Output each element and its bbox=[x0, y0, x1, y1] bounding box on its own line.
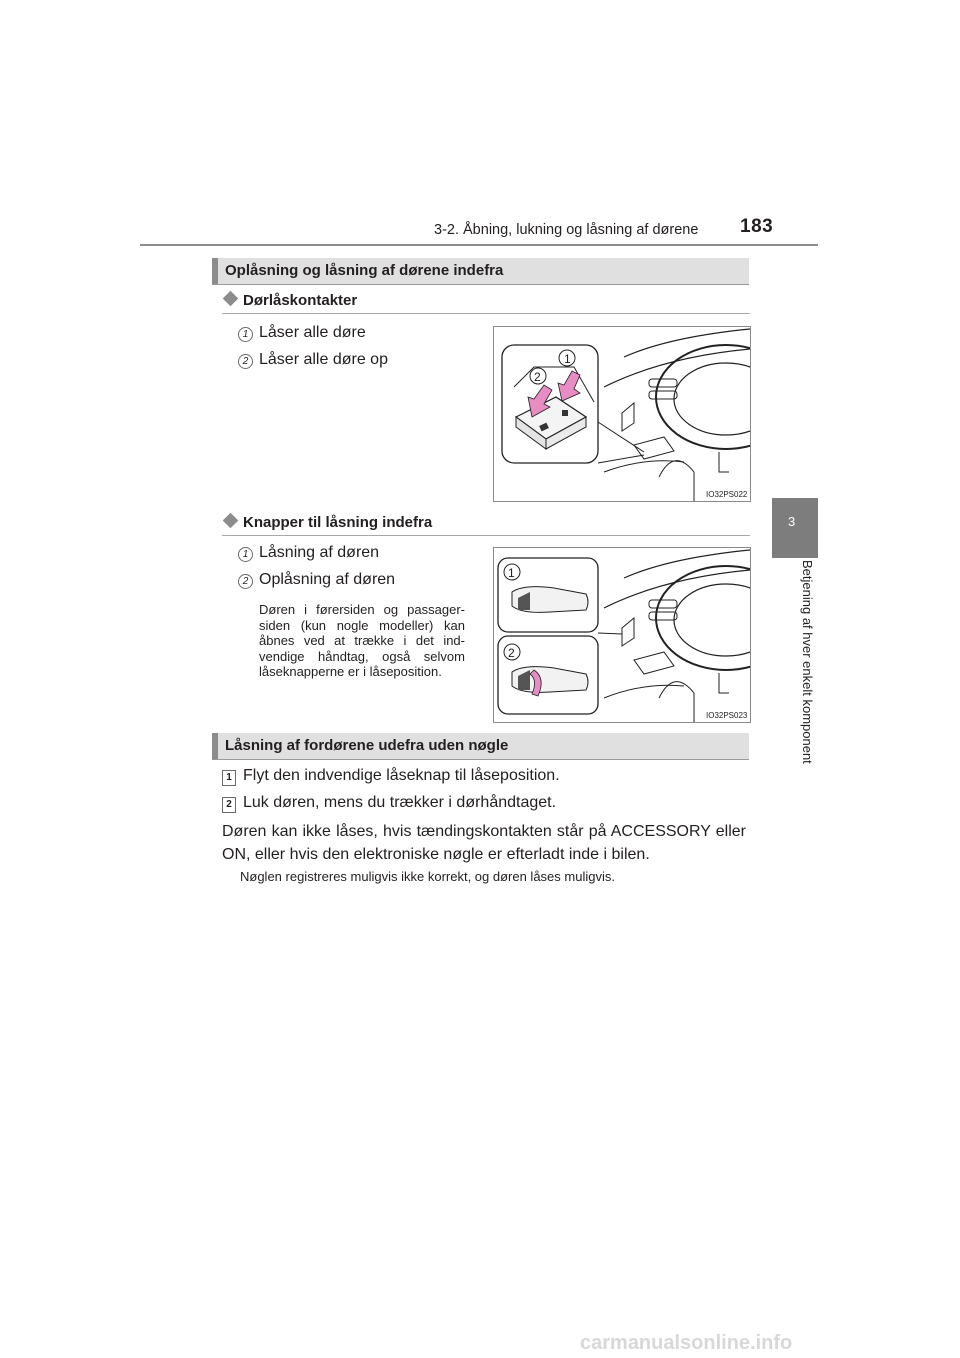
running-header-section: 3-2. Åbning, lukning og låsning af dørene bbox=[434, 222, 699, 238]
subheading-text: Knapper til låsning indefra bbox=[243, 514, 433, 531]
small-note: Nøglen registreres muligvis ikke korrekt, og døren låses muligvis. bbox=[240, 869, 615, 884]
subheading-rule bbox=[222, 313, 750, 314]
chapter-number: 3 bbox=[788, 514, 796, 529]
section-accent bbox=[212, 258, 218, 284]
diamond-bullet-icon bbox=[223, 513, 239, 529]
callout-2: 2 bbox=[534, 370, 541, 384]
step-number-box: 1 bbox=[222, 770, 236, 786]
section-title: Låsning af fordørene udefra uden nøgle bbox=[225, 737, 509, 754]
item-number-circle: 1 bbox=[238, 547, 253, 562]
section-title: Oplåsning og låsning af dørene indefra bbox=[225, 262, 504, 279]
subheading-rule bbox=[222, 535, 750, 536]
callout-1: 1 bbox=[564, 352, 571, 366]
step-text: Luk døren, mens du trækker i dørhåndtaget. bbox=[243, 794, 557, 811]
page-number: 183 bbox=[740, 216, 774, 237]
step-number-box: 2 bbox=[222, 797, 236, 813]
item-number-circle: 2 bbox=[238, 354, 253, 369]
warning-paragraph: Døren kan ikke låses, hvis tændingskontakten står på ACCESSORY eller ON, eller hvis den elektroniske nøgle er efterladt inde i bilen. bbox=[222, 823, 746, 863]
door-open-note: Døren i førersiden og passager-siden (kun nogle modeller) kan åbnes ved at trække i det ind-vendige håndtag, også selvom låseknapperne er i låseposition. bbox=[259, 602, 465, 679]
item-text: Oplåsning af døren bbox=[259, 571, 396, 588]
section-accent bbox=[212, 733, 218, 759]
item-text: Låser alle døre op bbox=[259, 351, 388, 368]
callout-2: 2 bbox=[508, 646, 515, 660]
subheading-inside-lock-buttons bbox=[222, 514, 432, 531]
section-heading-bar bbox=[212, 733, 749, 760]
step-text: Flyt den indvendige låseknap til låseposition. bbox=[243, 767, 560, 784]
header-rule bbox=[140, 244, 818, 246]
illustration-door-lock-switch bbox=[493, 326, 751, 502]
chapter-title-vertical: Betjening af hver enkelt komponent bbox=[800, 560, 815, 764]
figure-code: IO32PS023 bbox=[706, 711, 748, 720]
item-text: Låsning af døren bbox=[259, 544, 380, 561]
subheading-door-lock-switches bbox=[222, 292, 357, 309]
diamond-bullet-icon bbox=[223, 291, 239, 307]
section-heading-bar bbox=[212, 258, 749, 285]
item-number-circle: 2 bbox=[238, 574, 253, 589]
item-number-circle: 1 bbox=[238, 327, 253, 342]
item-text: Låser alle døre bbox=[259, 324, 366, 341]
illustration-inside-lock-button bbox=[493, 547, 751, 723]
footer-watermark: carmanualsonline.info bbox=[580, 1332, 793, 1354]
callout-1: 1 bbox=[508, 566, 515, 580]
figure-code: IO32PS022 bbox=[706, 490, 748, 499]
subheading-text: Dørlåskontakter bbox=[243, 292, 358, 309]
